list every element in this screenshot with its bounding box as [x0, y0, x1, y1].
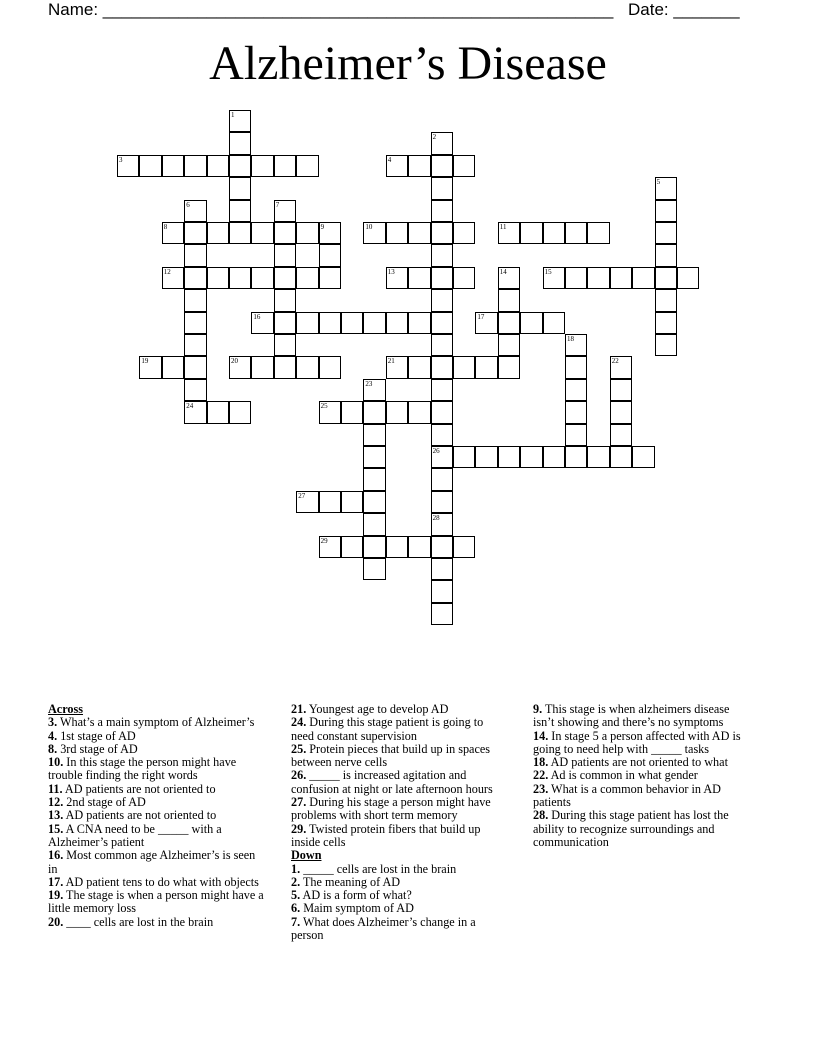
clue-text: During this stage patient has lost the ability to recognize surroundings and communication [533, 808, 729, 849]
clue-number: 7 [275, 200, 280, 209]
crossword-cell[interactable] [453, 356, 475, 378]
crossword-cell[interactable] [251, 356, 273, 378]
crossword-cell[interactable] [363, 558, 385, 580]
crossword-cell[interactable] [184, 401, 206, 423]
across-clue [48, 730, 266, 743]
crossword-cell[interactable] [565, 401, 587, 423]
clue-text: During this stage patient is going to need constant supervision [291, 715, 484, 743]
crossword-cell[interactable] [543, 267, 565, 289]
crossword-cell[interactable] [565, 267, 587, 289]
clue-text: _____ is increased agitation and confusion at night or late afternoon hours [291, 768, 493, 796]
clue-number: 2 [432, 133, 437, 142]
crossword-cell[interactable] [117, 155, 139, 177]
page-title: Alzheimer’s Disease [209, 37, 607, 90]
crossword-cell[interactable] [319, 244, 341, 266]
clue-text: What does Alzheimer’s change in a person [291, 914, 476, 943]
clue-number: 22 [611, 357, 619, 366]
crossword-cell[interactable] [296, 222, 318, 244]
crossword-cell[interactable] [162, 222, 184, 244]
clue-text: What’s a main symptom of Alzheimer’s [57, 715, 255, 730]
crossword-cell[interactable] [431, 132, 453, 154]
across-clue [48, 809, 266, 822]
clue-number: 9 [320, 223, 325, 231]
clue-number: 26 [432, 447, 440, 455]
crossword-cell[interactable] [610, 267, 632, 289]
crossword-cell[interactable] [610, 379, 632, 401]
clue-number-label: 25. [291, 741, 307, 756]
crossword-cell[interactable] [229, 110, 251, 132]
clue-number: 1 [231, 111, 235, 119]
crossword-cell[interactable] [386, 267, 408, 289]
clue-number: 24 [186, 402, 194, 411]
crossword-cell[interactable] [408, 536, 430, 558]
clue-number: 10 [365, 223, 373, 231]
across-clue [48, 823, 266, 850]
crossword-cell[interactable] [408, 312, 430, 334]
clue-text: 2nd stage of AD [63, 795, 146, 810]
crossword-cell[interactable] [610, 424, 632, 446]
name-field-label: Name: ______________________________________________________ [48, 0, 614, 19]
down-clue [533, 809, 751, 849]
clue-text: This stage is when alzheimers disease isn’t showing and there’s no symptoms [533, 702, 730, 730]
crossword-cell[interactable] [565, 424, 587, 446]
crossword-cell[interactable] [207, 267, 229, 289]
clue-number-label: 10. [48, 755, 64, 770]
crossword-cell[interactable] [655, 267, 677, 289]
crossword-cell[interactable] [475, 356, 497, 378]
crossword-cell[interactable] [296, 312, 318, 334]
crossword-cell[interactable] [229, 155, 251, 177]
crossword-cell[interactable] [184, 312, 206, 334]
clue-text: Most common age Alzheimer’s is seen in [48, 848, 256, 876]
clue-number: 13 [387, 267, 395, 276]
clue-number: 15 [544, 267, 552, 276]
clue-number-label: 4. [48, 728, 58, 743]
clue-text: AD patients are not oriented to [63, 808, 217, 823]
crossword-cell[interactable] [274, 244, 296, 266]
clue-text: _____ cells are lost in the brain [300, 861, 457, 876]
crossword-cell[interactable] [319, 401, 341, 423]
clue-number: 5 [656, 178, 661, 187]
clue-text: 1st stage of AD [57, 728, 136, 743]
clue-number-label: 12. [48, 795, 64, 810]
crossword-cell[interactable] [498, 289, 520, 311]
crossword-cell[interactable] [363, 468, 385, 490]
crossword-cell[interactable] [408, 401, 430, 423]
crossword-cell[interactable] [543, 312, 565, 334]
crossword-cell[interactable] [632, 267, 654, 289]
clue-number-label: 3. [48, 715, 58, 730]
clue-number: 21 [387, 357, 395, 366]
crossword-cell[interactable] [431, 267, 453, 289]
crossword-cell[interactable] [431, 379, 453, 401]
clue-number-label: 18. [533, 755, 549, 770]
crossword-cell[interactable] [184, 289, 206, 311]
crossword-cell[interactable] [431, 289, 453, 311]
crossword-cell[interactable] [431, 200, 453, 222]
clue-number-label: 27. [291, 795, 307, 810]
crossword-cell[interactable] [408, 155, 430, 177]
crossword-cell[interactable] [363, 379, 385, 401]
crossword-cell[interactable] [431, 491, 453, 513]
crossword-cell[interactable] [184, 356, 206, 378]
crossword-cell[interactable] [296, 155, 318, 177]
clue-number: 27 [298, 491, 306, 500]
crossword-cell[interactable] [274, 289, 296, 311]
crossword-cell[interactable] [431, 580, 453, 602]
crossword-cell[interactable] [655, 334, 677, 356]
clue-text: The meaning of AD [300, 874, 401, 889]
across-clue [291, 796, 509, 823]
clue-column-3 [533, 703, 751, 849]
across-clue [48, 783, 266, 796]
clue-number-label: 15. [48, 821, 64, 836]
crossword-cell[interactable] [162, 155, 184, 177]
crossword-cell[interactable] [162, 356, 184, 378]
crossword-cell[interactable] [587, 222, 609, 244]
clue-text: AD patient tens to do what with objects [63, 874, 259, 889]
clue-text: During his stage a person might have problems with short term memory [291, 795, 491, 823]
clue-text: In this stage the person might have trouble finding the right words [48, 755, 237, 783]
crossword-cell[interactable] [251, 267, 273, 289]
crossword-cell[interactable] [341, 491, 363, 513]
crossword-cell[interactable] [431, 155, 453, 177]
down-clue [533, 703, 751, 730]
clue-text: What is a common behavior in AD patients [533, 781, 721, 810]
crossword-cell[interactable] [431, 536, 453, 558]
clue-number-label: 9. [533, 702, 543, 716]
clue-number-label: 14. [533, 728, 549, 743]
clue-text: Twisted protein fibers that build up inside cells [291, 821, 481, 849]
clue-number-label: 5. [291, 888, 301, 903]
clue-number: 4 [387, 155, 392, 164]
clue-text: AD patients are not oriented to [62, 781, 216, 796]
across-clue [48, 849, 266, 876]
clue-text: Maim symptom of AD [300, 901, 414, 916]
across-clue [291, 743, 509, 770]
crossword-cell[interactable] [341, 401, 363, 423]
across-clue [48, 916, 266, 929]
crossword-cell[interactable] [363, 401, 385, 423]
across-clue [48, 716, 266, 729]
clue-number: 20 [231, 357, 238, 366]
clue-number-label: 13. [48, 808, 64, 823]
crossword-cell[interactable] [274, 155, 296, 177]
crossword-cell[interactable] [498, 446, 520, 468]
across-heading: Across [48, 702, 83, 716]
clue-number: 18 [567, 335, 574, 343]
clue-number: 16 [253, 312, 261, 321]
crossword-cell[interactable] [251, 155, 273, 177]
crossword-cell[interactable] [655, 244, 677, 266]
crossword-cell[interactable] [431, 222, 453, 244]
crossword-cell[interactable] [408, 267, 430, 289]
crossword-cell[interactable] [431, 312, 453, 334]
clue-number: 14 [499, 267, 507, 276]
across-clue [291, 703, 509, 716]
clue-number: 17 [477, 312, 485, 321]
crossword-cell[interactable] [274, 312, 296, 334]
crossword-cell[interactable] [319, 536, 341, 558]
crossword-cell[interactable] [229, 132, 251, 154]
crossword-cell[interactable] [543, 222, 565, 244]
crossword-cell[interactable] [296, 491, 318, 513]
clue-number-label: 1. [291, 861, 301, 876]
crossword-cell[interactable] [431, 513, 453, 535]
crossword-cell[interactable] [565, 334, 587, 356]
clue-number-label: 21. [291, 702, 307, 716]
crossword-cell[interactable] [453, 267, 475, 289]
crossword-cell[interactable] [431, 468, 453, 490]
clue-number-label: 22. [533, 768, 549, 783]
crossword-cell[interactable] [139, 155, 161, 177]
down-clue [291, 876, 509, 889]
clue-number: 6 [186, 200, 190, 209]
across-clue [48, 889, 266, 916]
crossword-cell[interactable] [386, 155, 408, 177]
crossword-cell[interactable] [453, 222, 475, 244]
crossword-cell[interactable] [431, 446, 453, 468]
clue-number-label: 24. [291, 715, 307, 730]
crossword-cell[interactable] [587, 446, 609, 468]
clue-text: ____ cells are lost in the brain [63, 914, 214, 929]
crossword-cell[interactable] [431, 558, 453, 580]
clue-text: In stage 5 a person affected with AD is going to need help with _____ tasks [533, 728, 741, 756]
clue-text: 3rd stage of AD [57, 741, 138, 756]
crossword-cell[interactable] [207, 222, 229, 244]
across-clue [291, 716, 509, 743]
clue-number: 29 [320, 536, 328, 545]
crossword-cell[interactable] [565, 446, 587, 468]
clue-text: Youngest age to develop AD [306, 702, 449, 716]
crossword-cell[interactable] [363, 513, 385, 535]
clue-number: 28 [432, 514, 440, 523]
down-clue [291, 863, 509, 876]
clue-text: Protein pieces that build up in spaces between nerve cells [291, 741, 491, 770]
clue-number: 3 [119, 155, 123, 164]
clue-number-label: 16. [48, 848, 64, 863]
crossword-cell[interactable] [184, 155, 206, 177]
down-clue [291, 889, 509, 902]
crossword-cell[interactable] [520, 222, 542, 244]
crossword-cell[interactable] [386, 356, 408, 378]
crossword-cell[interactable] [319, 491, 341, 513]
crossword-cell[interactable] [655, 222, 677, 244]
crossword-cell[interactable] [274, 356, 296, 378]
clue-number: 8 [163, 223, 168, 231]
crossword-cell[interactable] [229, 222, 251, 244]
crossword-cell[interactable] [453, 446, 475, 468]
crossword-cell[interactable] [296, 267, 318, 289]
crossword-cell[interactable] [408, 222, 430, 244]
clue-number-label: 23. [533, 781, 549, 796]
crossword-cell[interactable] [431, 424, 453, 446]
crossword-cell[interactable] [184, 222, 206, 244]
clue-text: Ad is common in what gender [548, 768, 698, 783]
across-clue [48, 796, 266, 809]
crossword-cell[interactable] [139, 356, 161, 378]
crossword-cell[interactable] [162, 267, 184, 289]
crossword-cell[interactable] [565, 222, 587, 244]
crossword-cell[interactable] [274, 222, 296, 244]
crossword-cell[interactable] [475, 312, 497, 334]
crossword-cell[interactable] [408, 356, 430, 378]
clue-number: 11 [499, 223, 507, 231]
across-clue [291, 769, 509, 796]
crossword-cell[interactable] [341, 312, 363, 334]
crossword-cell[interactable] [319, 312, 341, 334]
down-clue [533, 783, 751, 810]
clue-number: 19 [141, 357, 149, 366]
crossword-cell[interactable] [431, 356, 453, 378]
date-field-label: Date: _______ [628, 0, 740, 19]
crossword-cell[interactable] [319, 356, 341, 378]
crossword-cell[interactable] [498, 312, 520, 334]
crossword-cell[interactable] [207, 401, 229, 423]
clue-text: AD is a form of what? [300, 888, 412, 903]
crossword-cell[interactable] [207, 155, 229, 177]
clue-number-label: 26. [291, 768, 307, 783]
crossword-cell[interactable] [655, 200, 677, 222]
crossword-cell[interactable] [251, 312, 273, 334]
clue-text: The stage is when a person might have a little memory loss [48, 888, 264, 916]
clue-number-label: 28. [533, 808, 549, 823]
crossword-cell[interactable] [229, 177, 251, 199]
crossword-cell[interactable] [610, 446, 632, 468]
across-clue [48, 743, 266, 756]
crossword-cell[interactable] [184, 244, 206, 266]
crossword-cell[interactable] [386, 536, 408, 558]
crossword-cell[interactable] [543, 446, 565, 468]
across-clue [48, 756, 266, 783]
crossword-cell[interactable] [431, 334, 453, 356]
clue-number-label: 20. [48, 914, 64, 929]
clue-column-2 [291, 703, 509, 942]
crossword-cell[interactable] [520, 312, 542, 334]
crossword-cell[interactable] [319, 222, 341, 244]
crossword-cell[interactable] [632, 446, 654, 468]
clue-number-label: 19. [48, 888, 64, 903]
crossword-cell[interactable] [498, 356, 520, 378]
crossword-cell[interactable] [363, 536, 385, 558]
crossword-cell[interactable] [274, 200, 296, 222]
crossword-cell[interactable] [587, 267, 609, 289]
clue-number-label: 11. [48, 781, 63, 796]
crossword-cell[interactable] [363, 222, 385, 244]
down-clue [533, 730, 751, 757]
crossword-cell[interactable] [431, 603, 453, 625]
clue-column-1 [48, 703, 266, 929]
crossword-cell[interactable] [453, 155, 475, 177]
crossword-cell[interactable] [677, 267, 699, 289]
crossword-cell[interactable] [565, 379, 587, 401]
clue-text: A CNA need to be _____ with a Alzheimer’s patient [48, 821, 222, 849]
crossword-cell[interactable] [565, 356, 587, 378]
crossword-cell[interactable] [386, 312, 408, 334]
crossword-cell[interactable] [251, 222, 273, 244]
crossword-cell[interactable] [229, 401, 251, 423]
across-clue [48, 876, 266, 889]
crossword-cell[interactable] [520, 446, 542, 468]
clue-number: 23 [365, 379, 373, 388]
down-heading: Down [291, 848, 322, 863]
crossword-cell[interactable] [363, 424, 385, 446]
clue-number-label: 2. [291, 874, 301, 889]
crossword-cell[interactable] [229, 356, 251, 378]
clue-number-label: 29. [291, 821, 307, 836]
crossword-cell[interactable] [363, 446, 385, 468]
down-clue [291, 902, 509, 915]
crossword-cell[interactable] [296, 356, 318, 378]
crossword-cell[interactable] [363, 312, 385, 334]
crossword-cell[interactable] [229, 267, 251, 289]
crossword-cell[interactable] [655, 312, 677, 334]
clue-number-label: 7. [291, 914, 301, 929]
crossword-cell[interactable] [341, 536, 363, 558]
crossword-cell[interactable] [184, 200, 206, 222]
crossword-cell[interactable] [386, 222, 408, 244]
crossword-cell[interactable] [655, 177, 677, 199]
crossword-cell[interactable] [363, 491, 385, 513]
clue-number-label: 6. [291, 901, 301, 916]
crossword-cell[interactable] [610, 356, 632, 378]
crossword-cell[interactable] [610, 401, 632, 423]
crossword-cell[interactable] [184, 379, 206, 401]
crossword-cell[interactable] [274, 267, 296, 289]
crossword-cell[interactable] [431, 177, 453, 199]
crossword-cell[interactable] [475, 446, 497, 468]
clue-number-label: 8. [48, 741, 58, 756]
clue-number: 25 [320, 402, 328, 411]
across-clue [291, 823, 509, 850]
crossword-cell[interactable] [274, 334, 296, 356]
down-clue [291, 916, 509, 943]
crossword-cell[interactable] [431, 244, 453, 266]
crossword-cell[interactable] [498, 222, 520, 244]
down-clue [533, 769, 751, 782]
crossword-cell[interactable] [453, 536, 475, 558]
crossword-cell[interactable] [319, 267, 341, 289]
clue-number: 12 [163, 267, 171, 276]
crossword-cell[interactable] [229, 200, 251, 222]
clue-number-label: 17. [48, 874, 64, 889]
crossword-cell[interactable] [431, 401, 453, 423]
crossword-cell[interactable] [184, 267, 206, 289]
clue-text: AD patients are not oriented to what [548, 755, 728, 770]
crossword-cell[interactable] [655, 289, 677, 311]
crossword-cell[interactable] [386, 401, 408, 423]
crossword-cell[interactable] [184, 334, 206, 356]
down-clue [533, 756, 751, 769]
crossword-cell[interactable] [498, 334, 520, 356]
crossword-cell[interactable] [498, 267, 520, 289]
